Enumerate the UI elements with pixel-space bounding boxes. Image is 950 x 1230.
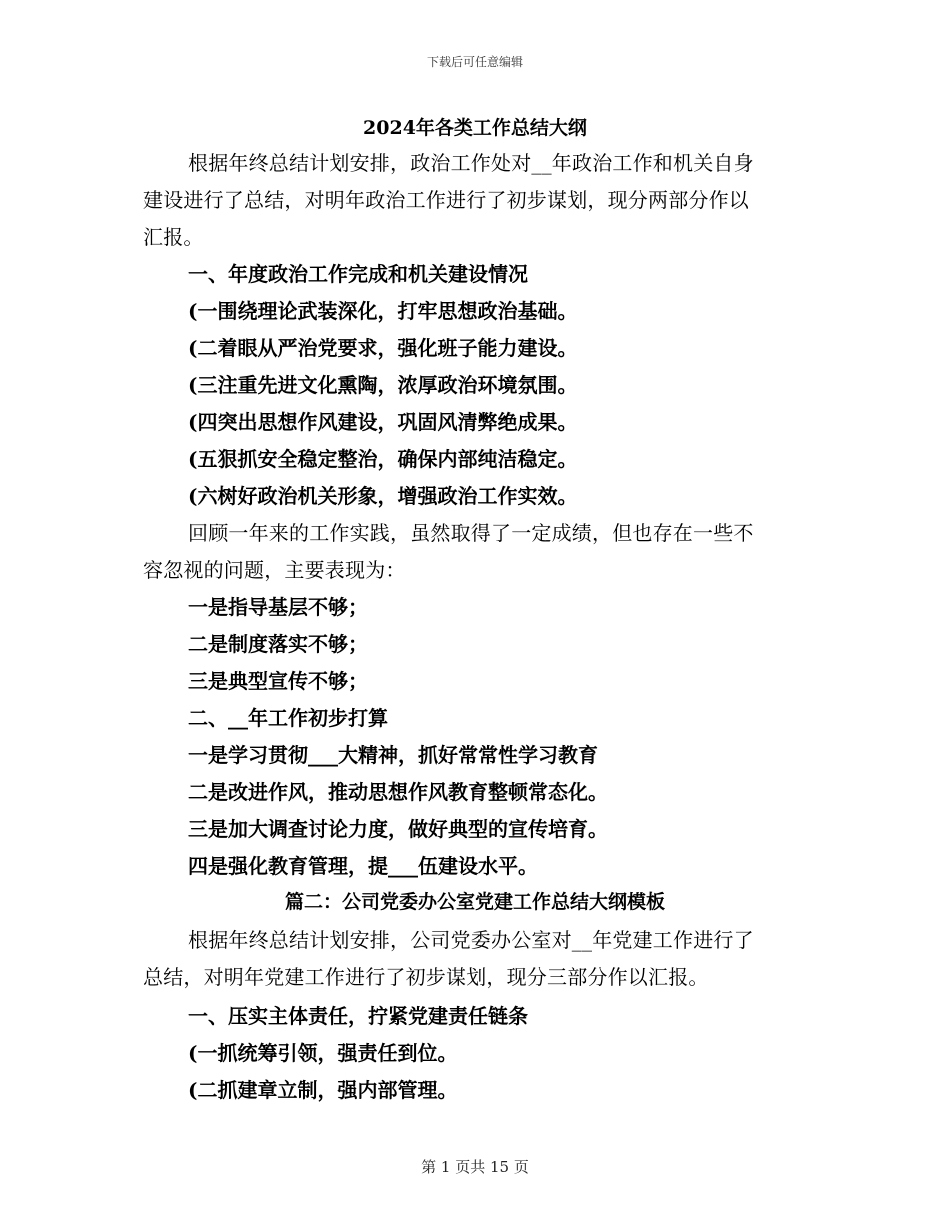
part1-heading: 一、年度政治工作完成和机关建设情况	[188, 262, 528, 286]
part1-item-3: (三注重先进文化熏陶，浓厚政治环境氛围。	[188, 373, 578, 397]
section2-intro-line-1: 根据年终总结计划安排，公司党委办公室对__年党建工作进行了	[188, 928, 754, 952]
part1-item-2: (二着眼从严治党要求，强化班子能力建设。	[188, 336, 578, 360]
section2-item-2: (二抓建章立制，强内部管理。	[188, 1078, 458, 1102]
intro-line-3: 汇报。	[143, 225, 204, 249]
problem-item-1: 一是指导基层不够；	[188, 595, 368, 619]
intro-line-2: 建设进行了总结，对明年政治工作进行了初步谋划，现分两部分作以	[143, 188, 749, 212]
header-note: 下载后可任意编辑	[426, 55, 523, 69]
part1-item-6: (六树好政治机关形象，增强政治工作实效。	[188, 484, 578, 508]
part2-item-3: 三是加大调查讨论力度，做好典型的宣传培育。	[188, 817, 608, 841]
part1-item-1: (一围绕理论武装深化，打牢思想政治基础。	[188, 299, 578, 323]
review-line-1: 回顾一年来的工作实践，虽然取得了一定成绩，但也存在一些不	[188, 521, 754, 545]
document-title: 2024年各类工作总结大纲	[363, 117, 587, 139]
part1-item-4: (四突出思想作风建设，巩固风清弊绝成果。	[188, 410, 578, 434]
part2-item-4: 四是强化教育管理，提___伍建设水平。	[188, 854, 538, 878]
intro-line-1: 根据年终总结计划安排，政治工作处对__年政治工作和机关自身	[188, 151, 754, 175]
part2-heading: 二、__年工作初步打算	[188, 706, 388, 730]
problem-item-2: 二是制度落实不够；	[188, 632, 368, 656]
problem-item-3: 三是典型宣传不够；	[188, 669, 368, 693]
section2-intro-line-2: 总结，对明年党建工作进行了初步谋划，现分三部分作以汇报。	[143, 965, 709, 989]
part2-item-1: 一是学习贯彻___大精神，抓好常常性学习教育	[188, 743, 598, 767]
section2-heading: 一、压实主体责任，拧紧党建责任链条	[188, 1004, 528, 1028]
part2-item-2: 二是改进作风，推动思想作风教育整顿常态化。	[188, 780, 608, 804]
page-footer: 第 1 页共 15 页	[421, 1158, 529, 1176]
section2-title: 篇二：公司党委办公室党建工作总结大纲模板	[284, 891, 665, 913]
review-line-2: 容忽视的问题，主要表现为：	[143, 558, 406, 582]
part1-item-5: (五狠抓安全稳定整治，确保内部纯洁稳定。	[188, 447, 578, 471]
section2-item-1: (一抓统筹引领，强责任到位。	[188, 1041, 458, 1065]
